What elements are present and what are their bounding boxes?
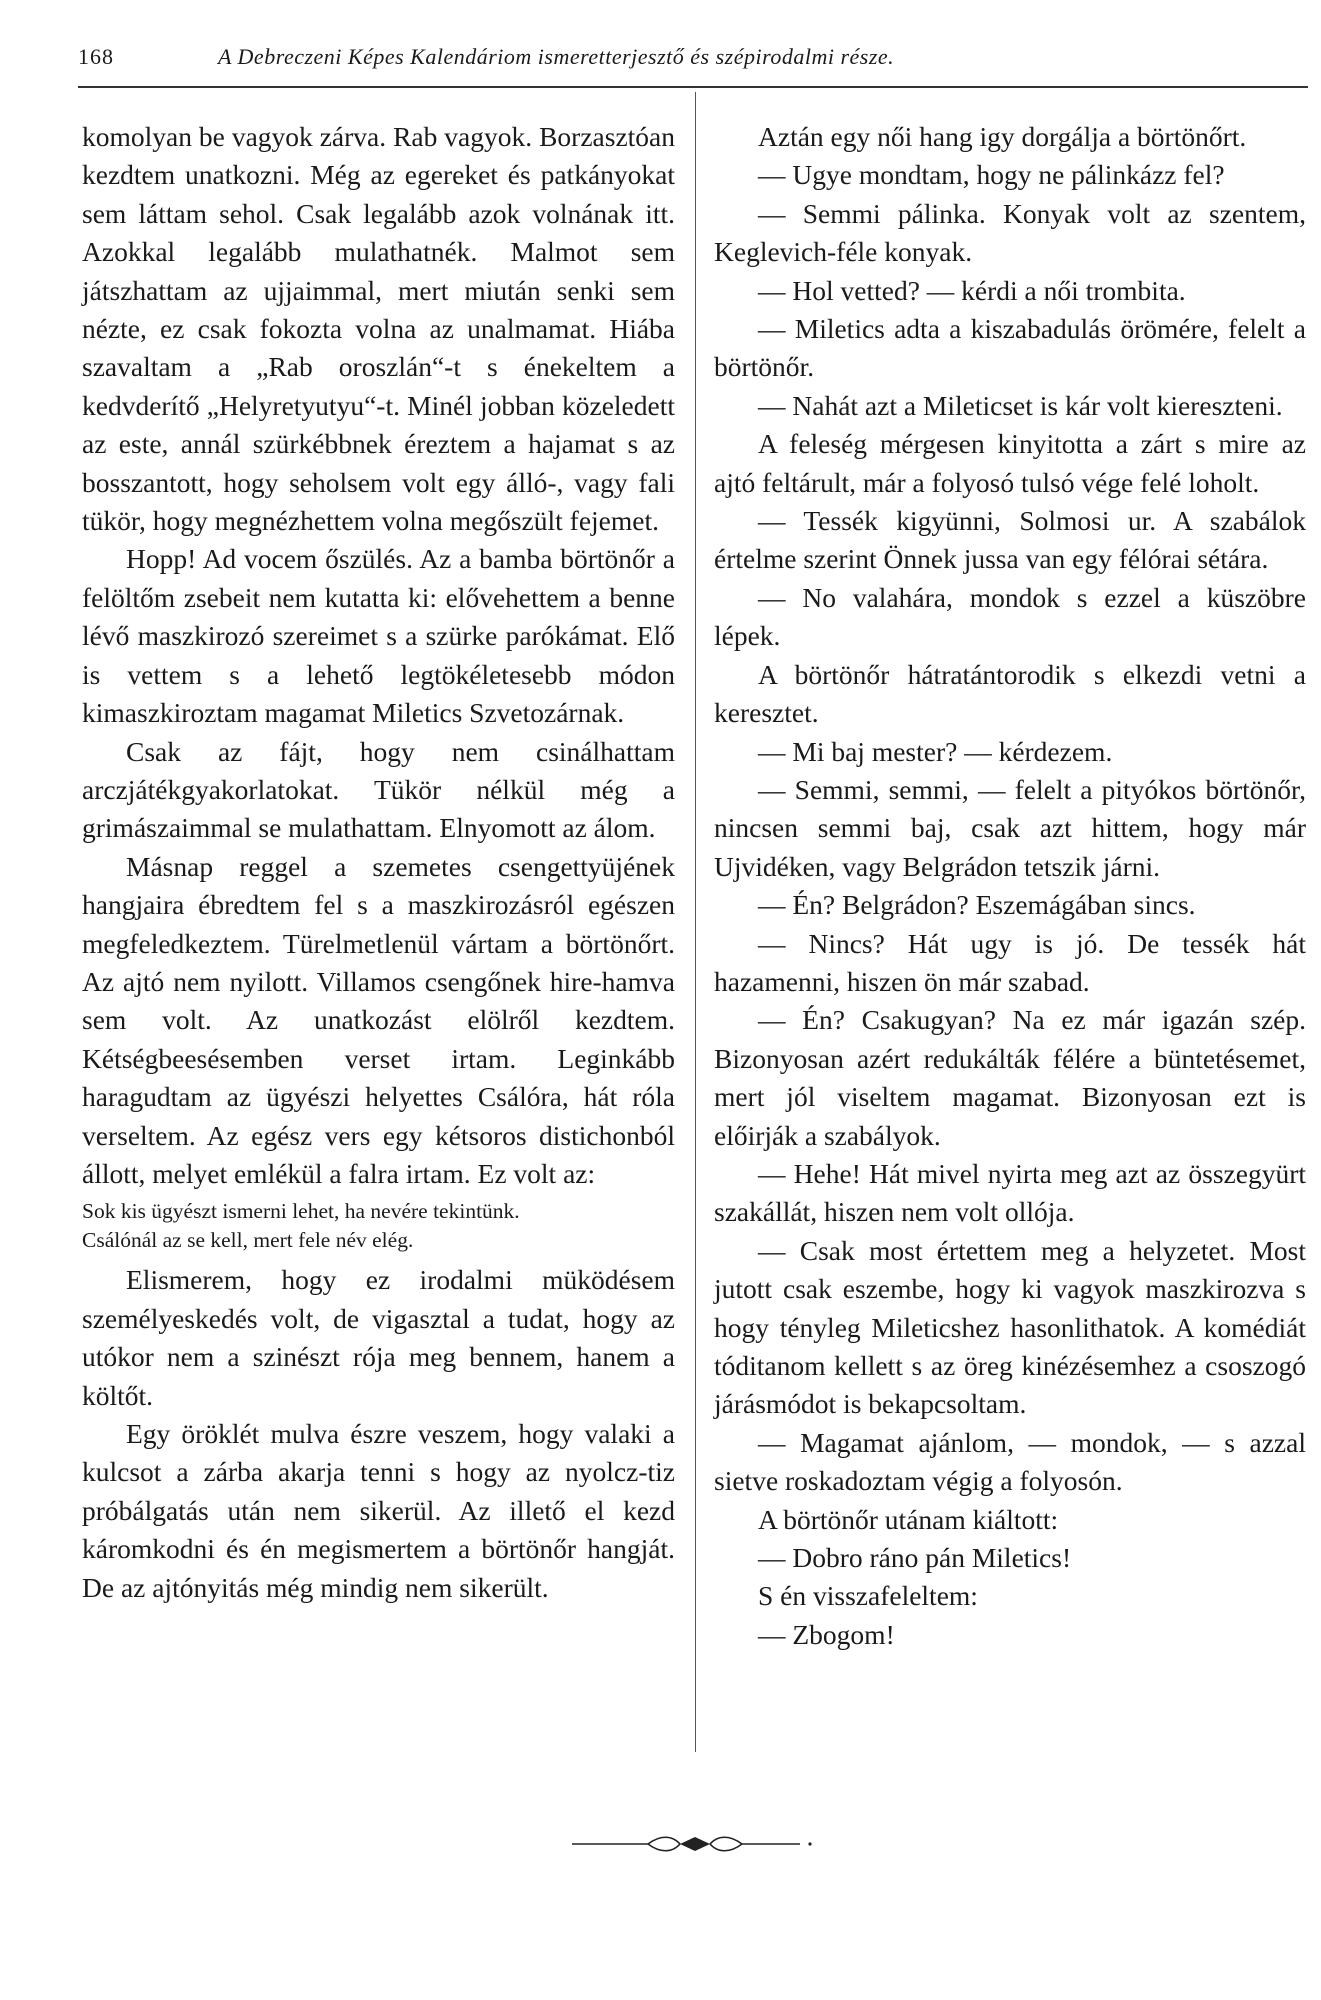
paragraph: komolyan be vagyok zárva. Rab vagyok. Borzasztóan kezdtem unatkozni. Még az egereket és patkányokat sem láttam sehol. Csak legalább azok volnának itt. Azokkal legalább mulathatnék. Malmot sem játszhattam az ujjaimmal, mert miután senki sem nézte, ez csak fokozta volna az unalmamat. Hiába szavaltam a „Rab oroszlán“-t s énekeltem a kedvderítő „Helyretyutyu“-t. Minél jobban közeledett az este, annál szürkébbnek éreztem a hajamat s az bosszantott, hogy seholsem volt egy álló-, vagy fali tükör, hogy megnézhettem volna megőszült fejemet.	[82, 121, 675, 537]
header-rule	[78, 86, 1308, 88]
running-title: A Debreczeni Képes Kalendáriom ismeretterjesztő és szépirodalmi része.	[218, 44, 895, 69]
paragraph: — Zbogom!	[758, 1618, 895, 1650]
paragraph: — Semmi, semmi, — felelt a pityókos börtönőr, nincsen semmi baj, csak azt hittem, hogy már Ujvidéken, vagy Belgrádon tetszik járni.	[714, 773, 1306, 882]
paragraph: — Nahát azt a Mileticset is kár volt kiereszteni.	[758, 389, 1283, 421]
paragraph: Aztán egy női hang igy dorgálja a börtönőrt.	[758, 121, 1247, 152]
paragraph: A börtönőr utánam kiáltott:	[758, 1503, 1059, 1535]
paragraph: A börtönőr hátratántorodik s elkezdi vetni a keresztet.	[714, 658, 1306, 729]
paragraph: — Ugye mondtam, hogy ne pálinkázz fel?	[758, 159, 1225, 191]
poem-line: Csálónál az se kell, mert fele név elég.	[82, 1228, 414, 1253]
paragraph: Elismerem, hogy ez irodalmi müködésem személyeskedés volt, de vigasztal a tudat, hogy az utókor nem a szinészt rója meg bennem, hanem a költőt.	[82, 1264, 675, 1411]
paragraph: — Hol vetted? — kérdi a női trombita.	[758, 274, 1186, 306]
paragraph: Egy öröklét mulva észre veszem, hogy valaki a kulcsot a zárba akarja tenni s hogy az nyolcz-tiz próbálgatás után nem sikerül. Az illető el kezd káromkodni és én megismertem a börtönőr hangját. De az ajtónyitás még mindig nem sikerült.	[82, 1418, 675, 1603]
paragraph: — Miletics adta a kiszabadulás örömére, felelt a börtönőr.	[714, 313, 1306, 383]
paragraph: — Nincs? Hát ugy is jó. De tessék hát hazamenni, hiszen ön már szabad.	[714, 927, 1306, 997]
decorative-tailpiece-icon	[570, 1832, 820, 1856]
paragraph: — Dobro ráno pán Miletics!	[758, 1542, 1072, 1574]
left-paragraphs-before-poem	[82, 118, 675, 1193]
paragraph: — Mi baj mester? — kérdezem.	[758, 735, 1113, 767]
paragraph: A feleség mérgesen kinyitotta a zárt s mire az ajtó feltárult, már a folyosó tulsó vége felé loholt.	[714, 428, 1306, 498]
page-number: 168	[78, 44, 114, 69]
left-paragraphs-after-poem	[82, 1261, 675, 1607]
column-divider	[695, 92, 696, 1752]
paragraph: Csak az fájt, hogy nem csinálhattam arczjátékgyakorlatokat. Tükör nélkül még a grimászaimmal se mulathattam. Elnyomott az álom.	[82, 735, 675, 844]
poem-distich	[82, 1197, 675, 1255]
paragraph: — Semmi pálinka. Konyak volt az szentem, Keglevich-féle konyak.	[714, 197, 1306, 268]
page-header	[78, 44, 1308, 74]
paragraph: — Tessék kigyünni, Solmosi ur. A szabálok értelme szerint Önnek jussa van egy félórai sétára.	[714, 505, 1306, 575]
paragraph: S én visszafeleltem:	[758, 1580, 978, 1612]
paragraph: Másnap reggel a szemetes csengettyüjének hangjaira ébredtem fel s a maszkirozásról egészen megfeledkeztem. Türelmetlenül vártam a börtönőrt. Az ajtó nem nyilott. Villamos csengőnek hire-hamva sem volt. Az unatkozást elölről kezdtem. Kétségbeesésemben verset irtam. Leginkább haragudtam az ügyészi helyettes Csálóra, hát róla verseltem. Az egész vers egy kétsoros distichonból állott, melyet emlékül a falra irtam. Ez volt az:	[82, 850, 675, 1189]
right-paragraphs	[714, 118, 1306, 1654]
right-column	[714, 118, 1306, 1654]
paragraph: — Magamat ajánlom, — mondok, — s azzal sietve roskadoztam végig a folyosón.	[714, 1426, 1306, 1497]
left-column	[82, 118, 675, 1607]
paragraph: — Csak most értettem meg a helyzetet. Most jutott csak eszembe, hogy ki vagyok maszkirozva s hogy tényleg Mileticshez hasonlithatok. A komédiát tóditanom kellett s az öreg kinézésemhez a csoszogó járásmódot is bekapcsoltam.	[714, 1234, 1306, 1420]
paragraph: — No valahára, mondok s ezzel a küszöbre lépek.	[714, 581, 1306, 652]
paragraph: — Én? Csakugyan? Na ez már igazán szép. Bizonyosan azért redukálták félére a büntetésemet, mert jól viseltem magamat. Bizonyosan ezt is előirják a szabályok.	[714, 1004, 1306, 1151]
paragraph: — Hehe! Hát mivel nyirta meg azt az összegyürt szakállát, hiszen nem volt ollója.	[714, 1157, 1306, 1228]
paragraph: Hopp! Ad vocem őszülés. Az a bamba börtönőr a felöltőm zsebeit nem kutatta ki: elővehettem a benne lévő maszkirozó szereimet s a szürke parókámat. Elő is vettem s a lehető legtökéletesebb módon kimaszkiroztam magamat Miletics Szvetozárnak.	[82, 543, 675, 729]
poem-line: Sok kis ügyészt ismerni lehet, ha nevére tekintünk.	[82, 1199, 520, 1224]
paragraph: — Én? Belgrádon? Eszemágában sincs.	[758, 889, 1196, 921]
